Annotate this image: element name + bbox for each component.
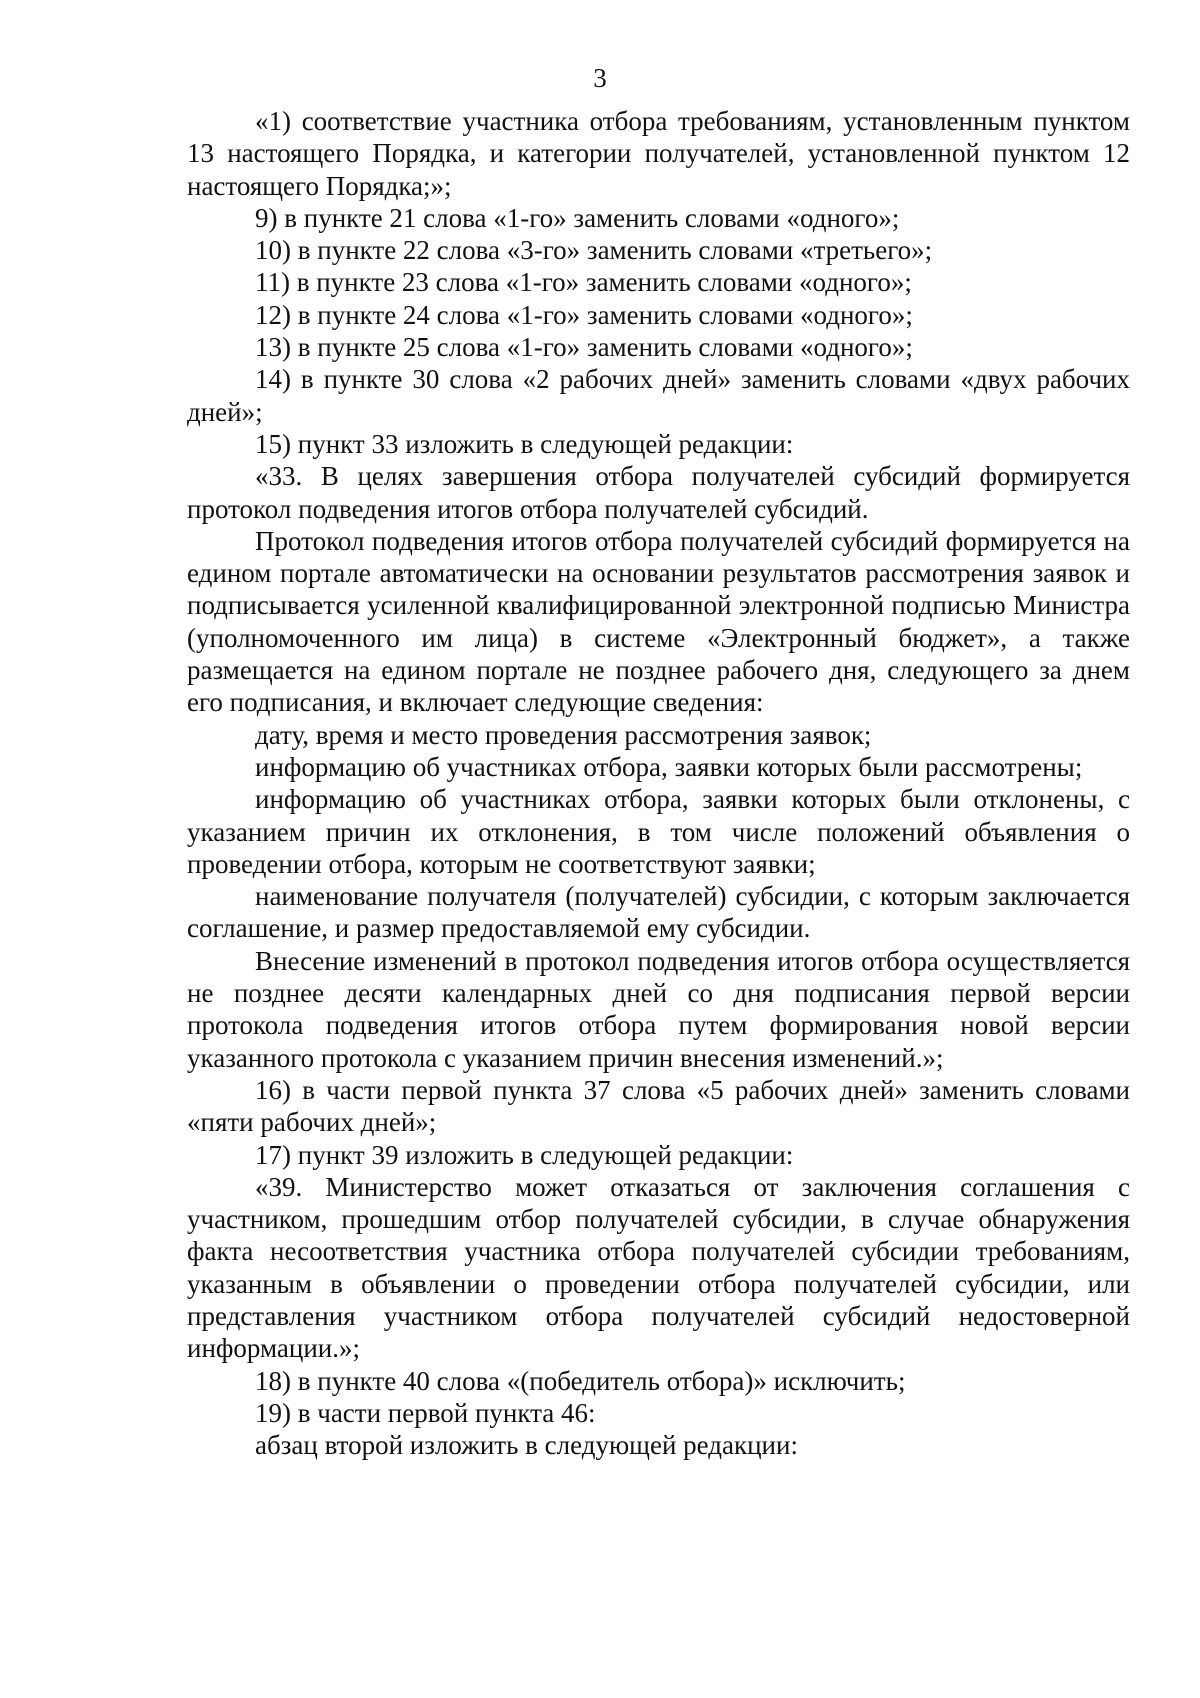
paragraph-13: информацию об участниках отбора, заявки которых были отклонены, с указанием причин их отклонения, в том числе положений объявления о проведении отбора, которым не соответствуют заявки; [187,784,1130,879]
paragraph-5: 12) в пункте 24 слова «1-го» заменить словами «одного»; [255,299,913,330]
paragraph-2: 9) в пункте 21 слова «1-го» заменить словами «одного»; [255,202,900,233]
paragraph-3: 10) в пункте 22 слова «3-го» заменить словами «третьего»; [255,235,933,266]
paragraph-15: Внесение изменений в протокол подведения итогов отбора осуществляется не позднее десяти календарных дней со дня подписания первой версии протокола подведения итогов отбора путем формирования новой версии указанного протокола с указанием причин внесения изменений.»; [187,945,1130,1073]
paragraph-16: 16) в части первой пункта 37 слова «5 рабочих дней» заменить словами «пяти рабочих дней»; [187,1074,1130,1138]
paragraph-20: 19) в части первой пункта 46: [255,1397,596,1428]
paragraph-21: абзац второй изложить в следующей редакции: [255,1430,798,1461]
paragraph-9: «33. В целях завершения отбора получателей субсидий формируется протокол подведения итогов отбора получателей субсидий. [187,461,1130,524]
paragraph-6: 13) в пункте 25 слова «1-го» заменить словами «одного»; [255,332,913,363]
paragraph-8: 15) пункт 33 изложить в следующей редакции: [255,428,794,459]
paragraph-7: 14) в пункте 30 слова «2 рабочих дней» заменить словами «двух рабочих дней»; [187,364,1130,427]
paragraph-4: 11) в пункте 23 слова «1-го» заменить словами «одного»; [255,267,912,298]
paragraph-18: «39. Министерство может отказаться от заключения соглашения с участником, прошедшим отбор получателей субсидии, в случае обнаружения факта несоответствия участника отбора получателей субсидии требованиям, указанным в объявлении о проведении отбора получателей субсидии, или представления участником отбора получателей субсидий недостоверной информации.»; [187,1171,1130,1364]
paragraph-12: информацию об участниках отбора, заявки которых были рассмотрены; [255,751,1083,782]
paragraph-19: 18) в пункте 40 слова «(победитель отбора)» исключить; [255,1365,906,1396]
paragraph-11: дату, время и место проведения рассмотрения заявок; [255,719,872,750]
document-body [187,105,1130,1461]
paragraph-1: «1) соответствие участника отбора требованиям, установленным пунктом 13 настоящего Порядка, и категории получателей, установленной пунктом 12 настоящего Порядка;»; [187,106,1130,201]
paragraph-14: наименование получателя (получателей) субсидии, с которым заключается соглашение, и размер предоставляемой ему субсидии. [187,881,1130,944]
paragraph-17: 17) пункт 39 изложить в следующей редакции: [255,1139,794,1170]
paragraph-10: Протокол подведения итогов отбора получателей субсидий формируется на едином портале автоматически на основании результатов рассмотрения заявок и подписывается усиленной квалифицированной электронной подписью Министра (уполномоченного им лица) в системе «Электронный бюджет», а также размещается на едином портале не позднее рабочего дня, следующего за днем его подписания, и включает следующие сведения: [187,525,1130,718]
page-number: 3 [593,63,607,93]
